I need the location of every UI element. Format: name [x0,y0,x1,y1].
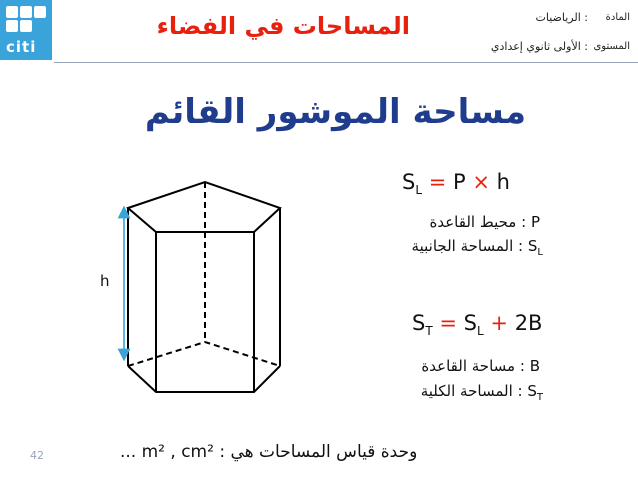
def-sym: $S_T$ [527,382,543,403]
def-base-area [421,357,540,375]
bottom-hidden-edges [128,342,280,366]
height-label: h [100,272,110,290]
header-divider [54,62,638,63]
logo-square-icon [20,20,32,32]
formula2-eq: = [439,311,457,335]
formula2-lhs: S [412,311,426,335]
formula-total-area [412,311,542,338]
formula-lateral-area [402,170,510,197]
def-text: المساحة الكلية [420,382,513,400]
units-values: ... m² , cm² [120,442,214,462]
formula1-eq: = [428,170,447,194]
units-text: وحدة قياس المساحات هي : [219,442,418,462]
formula1-b: h [496,170,510,194]
def-sym: B [529,357,540,375]
level-label: المستوى [593,41,630,52]
formula2-b: 2B [514,311,543,335]
def-sym: $S_L$ [527,237,543,258]
page-number: 42 [30,449,44,462]
formula2-a-sub: L [477,324,484,339]
formula2-op: + [490,311,508,335]
logo-text: citi [6,38,37,56]
def-total-area [421,382,543,403]
level-value: : الأولى ثانوي إعدادي [490,40,588,53]
formula1-lhs: S [402,170,416,194]
def-sep: : [518,237,524,255]
bottom-front-edges [128,366,280,392]
def-sep: : [519,357,525,375]
def-lateral-area [412,237,543,258]
def-sep: : [521,213,527,231]
formula2-a: S [463,311,478,335]
formula2-lhs-sub: T [425,324,433,339]
def-sep: : [517,382,523,400]
units-line [120,442,417,462]
logo-square-icon [20,6,32,18]
logo-square-icon [34,6,46,18]
def-text: مساحة القاعدة [421,357,516,375]
logo-square-icon [6,6,18,18]
subject-label: المادة [605,12,630,23]
logo-square-icon [6,20,18,32]
formula1-lhs-sub: L [415,183,423,198]
header-title: المساحات في الفضاء [156,12,410,40]
formula1-a: P [453,170,466,194]
prism-diagram [80,170,380,430]
def-sym: P [530,213,540,231]
def-perimeter [429,213,540,231]
subject-value: : الرياضيات [535,11,588,24]
main-title: مساحة الموشور القائم [144,92,526,132]
def-text: المساحة الجانبية [411,237,514,255]
formula1-op: × [472,170,490,194]
def-text: محيط القاعدة [429,213,517,231]
